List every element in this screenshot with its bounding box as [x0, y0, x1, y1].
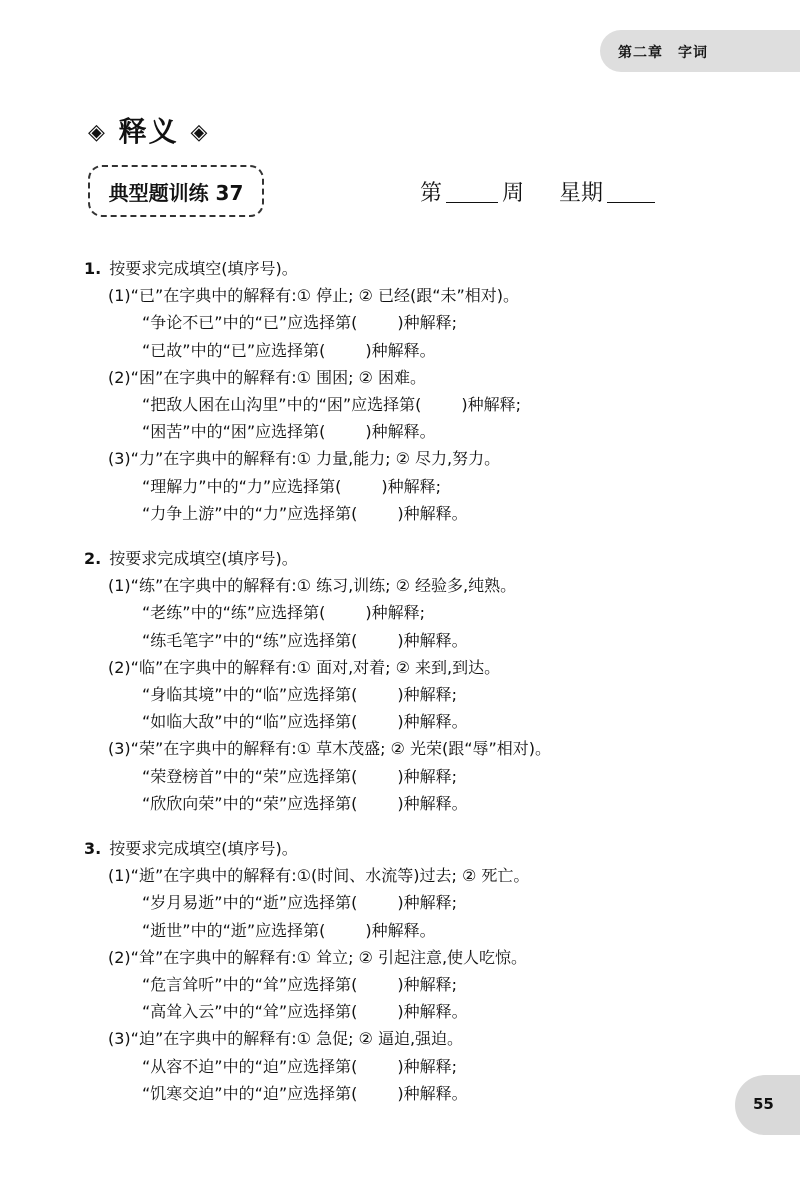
answer-prompt: “从容不迫”中的“迫”应选择第(: [142, 1056, 358, 1076]
answer-suffix: )种解释。: [397, 712, 468, 732]
sub-question-head: (3)“荣”在字典中的解释有:① 草木茂盛; ② 光荣(跟“辱”相对)。: [108, 739, 552, 759]
week-day-line: [420, 176, 655, 207]
answer-prompt: “逝世”中的“逝”应选择第(: [142, 920, 326, 940]
answer-suffix: )种解释。: [397, 630, 468, 650]
question-instruction: 按要求完成填空(填序号)。: [109, 259, 298, 278]
answer-line: [84, 790, 774, 817]
question-number: 1.: [84, 259, 102, 278]
answer-suffix: )种解释。: [365, 422, 436, 442]
answer-line: [84, 599, 774, 626]
answer-suffix: )种解释。: [397, 793, 468, 813]
question-1: [84, 255, 774, 527]
question-instruction: 按要求完成填空(填序号)。: [109, 839, 298, 859]
sub-question-head: (1)“已”在字典中的解释有:① 停止; ② 已经(跟“未”相对)。: [108, 286, 520, 306]
answer-prompt: “已故”中的“已”应选择第(: [142, 340, 326, 360]
answer-line: [84, 418, 774, 445]
question-2: [84, 545, 774, 817]
sub-question-head: (3)“迫”在字典中的解释有:① 急促; ② 逼迫,强迫。: [108, 1029, 464, 1049]
page-number-tab: [735, 1075, 800, 1135]
answer-suffix: )种解释;: [397, 766, 458, 786]
practice-label: 典型题训练 37: [108, 180, 244, 205]
answer-suffix: )种解释。: [365, 920, 436, 940]
answer-prompt: “荣登榜首”中的“荣”应选择第(: [142, 766, 358, 786]
answer-line: [84, 917, 774, 944]
answer-prompt: “危言耸听”中的“耸”应选择第(: [142, 975, 358, 995]
question-title: [84, 835, 774, 862]
answer-suffix: )种解释;: [397, 1056, 458, 1076]
answer-line: [84, 500, 774, 527]
answer-prompt: “饥寒交迫”中的“迫”应选择第(: [142, 1083, 358, 1103]
answer-prompt: “困苦”中的“困”应选择第(: [142, 422, 326, 442]
practice-label-box: [88, 165, 264, 217]
answer-prompt: “岁月易逝”中的“逝”应选择第(: [142, 893, 358, 913]
answer-line: [84, 627, 774, 654]
section-title: [88, 110, 209, 150]
week-di: 第: [420, 181, 443, 206]
answer-line: [84, 971, 774, 998]
question-number: 3.: [84, 839, 102, 859]
sub-question-head: (2)“困”在字典中的解释有:① 围困; ② 困难。: [108, 367, 426, 387]
day-blank[interactable]: [607, 202, 655, 203]
answer-prompt: “高耸入云”中的“耸”应选择第(: [142, 1002, 358, 1022]
answer-line: [84, 1080, 774, 1107]
sub-question-head: (2)“临”在字典中的解释有:① 面对,对着; ② 来到,到达。: [108, 657, 501, 677]
answer-prompt: “练毛笔字”中的“练”应选择第(: [142, 630, 358, 650]
answer-prompt: “争论不已”中的“已”应选择第(: [142, 313, 358, 333]
answer-suffix: )种解释。: [397, 503, 468, 523]
answer-line: [84, 763, 774, 790]
answer-line: [84, 708, 774, 735]
answer-line: [84, 889, 774, 916]
answer-suffix: )种解释;: [461, 395, 522, 415]
answer-prompt: “力争上游”中的“力”应选择第(: [142, 503, 358, 523]
section-title-text: 释义: [118, 115, 179, 148]
answer-prompt: “把敌人困在山沟里”中的“困”应选择第(: [142, 395, 422, 415]
answer-suffix: )种解释。: [365, 340, 436, 360]
question-title: [84, 255, 774, 282]
answer-line: [84, 309, 774, 336]
question-list: [84, 255, 774, 1125]
answer-line: [84, 681, 774, 708]
sub-question-head: (3)“力”在字典中的解释有:① 力量,能力; ② 尽力,努力。: [108, 449, 501, 469]
answer-line: [84, 1053, 774, 1080]
sub-question-head: (1)“逝”在字典中的解释有:①(时间、水流等)过去; ② 死亡。: [108, 866, 530, 886]
answer-suffix: )种解释;: [397, 893, 458, 913]
diamond-icon-right: ◈: [190, 120, 210, 145]
answer-line: [84, 391, 774, 418]
diamond-icon-left: ◈: [88, 120, 107, 145]
answer-suffix: )种解释;: [381, 476, 442, 496]
answer-prompt: “身临其境”中的“临”应选择第(: [142, 685, 358, 705]
sub-question-head: (2)“耸”在字典中的解释有:① 耸立; ② 引起注意,使人吃惊。: [108, 947, 528, 967]
answer-line: [84, 473, 774, 500]
answer-prompt: “老练”中的“练”应选择第(: [142, 603, 326, 623]
week-xingqi: 星期: [559, 181, 604, 206]
question-title: [84, 545, 774, 572]
answer-suffix: )种解释;: [365, 603, 426, 623]
answer-line: [84, 998, 774, 1025]
page-number: 55: [753, 1095, 774, 1113]
week-zhou: 周: [502, 181, 525, 206]
answer-prompt: “理解力”中的“力”应选择第(: [142, 476, 342, 496]
answer-suffix: )种解释。: [397, 1083, 468, 1103]
answer-suffix: )种解释;: [397, 975, 458, 995]
chapter-header: 第二章 字词: [618, 45, 708, 61]
sub-question-head: (1)“练”在字典中的解释有:① 练习,训练; ② 经验多,纯熟。: [108, 576, 517, 596]
answer-prompt: “欣欣向荣”中的“荣”应选择第(: [142, 793, 358, 813]
answer-suffix: )种解释。: [397, 1002, 468, 1022]
answer-suffix: )种解释;: [397, 685, 458, 705]
question-3: [84, 835, 774, 1107]
question-number: 2.: [84, 549, 102, 569]
answer-prompt: “如临大敌”中的“临”应选择第(: [142, 712, 358, 732]
answer-suffix: )种解释;: [397, 313, 458, 333]
question-instruction: 按要求完成填空(填序号)。: [109, 549, 298, 569]
answer-line: [84, 337, 774, 364]
week-blank[interactable]: [446, 202, 498, 203]
